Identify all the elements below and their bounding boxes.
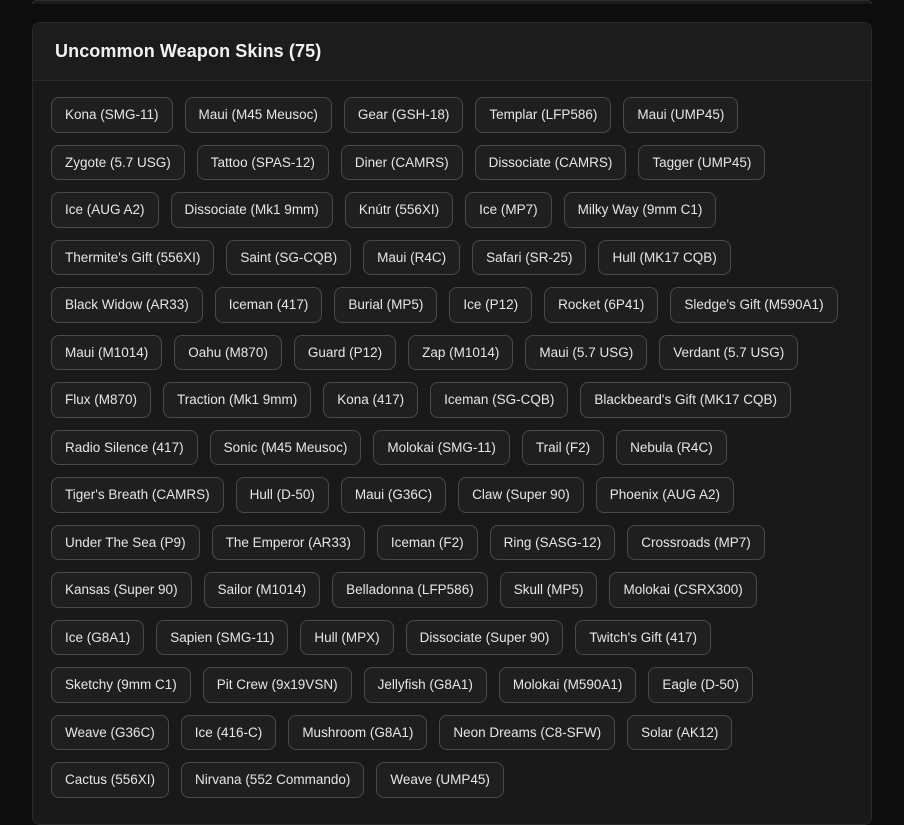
weapon-skin-chip[interactable]: Radio Silence (417) [51,430,198,466]
weapon-skin-chip[interactable]: Blackbeard's Gift (MK17 CQB) [580,382,791,418]
weapon-skin-chip[interactable]: Weave (G36C) [51,715,169,751]
weapon-skin-chip[interactable]: Twitch's Gift (417) [575,620,711,656]
weapon-skin-chip[interactable]: Ice (416-C) [181,715,277,751]
weapon-skin-chip[interactable]: Kona (SMG-11) [51,97,173,133]
weapon-skin-chip[interactable]: Black Widow (AR33) [51,287,203,323]
weapon-skin-chip[interactable]: Maui (G36C) [341,477,446,513]
weapon-skin-chip[interactable]: Nirvana (552 Commando) [181,762,364,798]
weapon-skin-chip[interactable]: Hull (D-50) [236,477,329,513]
weapon-skin-chip[interactable]: Pit Crew (9x19VSN) [203,667,352,703]
weapon-skin-chip[interactable]: Crossroads (MP7) [627,525,765,561]
weapon-skin-chip[interactable]: Burial (MP5) [334,287,437,323]
weapon-skin-chip[interactable]: Zap (M1014) [408,335,513,371]
weapon-skin-chip[interactable]: Sledge's Gift (M590A1) [670,287,837,323]
weapon-skin-chip[interactable]: Diner (CAMRS) [341,145,463,181]
weapon-skin-chip[interactable]: Eagle (D-50) [648,667,753,703]
weapon-skin-list [51,97,853,798]
weapon-skin-chip[interactable]: Sailor (M1014) [204,572,321,608]
weapon-skin-chip[interactable]: Skull (MP5) [500,572,598,608]
weapon-skin-chip[interactable]: Flux (M870) [51,382,151,418]
weapon-skin-chip[interactable]: Iceman (417) [215,287,323,323]
weapon-skin-chip[interactable]: Ice (P12) [449,287,532,323]
card-header [33,23,871,81]
weapon-skin-chip[interactable]: Templar (LFP586) [475,97,611,133]
weapon-skin-chip[interactable]: Zygote (5.7 USG) [51,145,185,181]
weapon-skin-chip[interactable]: Dissociate (Super 90) [406,620,564,656]
weapon-skin-chip[interactable]: Jellyfish (G8A1) [364,667,487,703]
weapon-skin-chip[interactable]: Neon Dreams (C8-SFW) [439,715,615,751]
weapon-skin-chip[interactable]: Iceman (SG-CQB) [430,382,568,418]
section-spacer [0,4,904,22]
weapon-skin-chip[interactable]: Kansas (Super 90) [51,572,192,608]
weapon-skin-chip[interactable]: Kona (417) [323,382,418,418]
weapon-skin-chip[interactable]: Nebula (R4C) [616,430,727,466]
weapon-skin-chip[interactable]: Gear (GSH-18) [344,97,464,133]
weapon-skin-chip[interactable]: Dissociate (CAMRS) [475,145,627,181]
weapon-skin-chip[interactable]: Oahu (M870) [174,335,282,371]
weapon-skin-chip[interactable]: Sonic (M45 Meusoc) [210,430,362,466]
weapon-skin-chip[interactable]: Hull (MK17 CQB) [598,240,730,276]
weapon-skin-chip[interactable]: Molokai (CSRX300) [609,572,756,608]
weapon-skin-chip[interactable]: Guard (P12) [294,335,396,371]
weapon-skin-chip[interactable]: Maui (M1014) [51,335,162,371]
weapon-skin-chip[interactable]: Under The Sea (P9) [51,525,200,561]
weapon-skin-chip[interactable]: Rocket (6P41) [544,287,658,323]
weapon-skin-chip[interactable]: Knútr (556XI) [345,192,453,228]
weapon-skin-chip[interactable]: Belladonna (LFP586) [332,572,488,608]
weapon-skin-chip[interactable]: Solar (AK12) [627,715,732,751]
page-title: Uncommon Weapon Skins (75) [55,41,322,61]
weapon-skin-chip[interactable]: Sketchy (9mm C1) [51,667,191,703]
weapon-skin-chip[interactable]: Safari (SR-25) [472,240,586,276]
weapon-skin-chip[interactable]: Ice (G8A1) [51,620,144,656]
weapon-skin-chip[interactable]: Phoenix (AUG A2) [596,477,734,513]
weapon-skin-chip[interactable]: Verdant (5.7 USG) [659,335,798,371]
weapon-skin-chip[interactable]: Cactus (556XI) [51,762,169,798]
weapon-skin-chip[interactable]: Molokai (M590A1) [499,667,637,703]
weapon-skin-chip[interactable]: Tagger (UMP45) [638,145,765,181]
card-body [33,81,871,824]
weapon-skin-chip[interactable]: Ring (SASG-12) [490,525,616,561]
weapon-skin-chip[interactable]: Saint (SG-CQB) [226,240,351,276]
weapon-skin-chip[interactable]: Trail (F2) [522,430,604,466]
weapon-skin-chip[interactable]: Maui (UMP45) [623,97,738,133]
weapon-skin-chip[interactable]: Weave (UMP45) [376,762,504,798]
weapon-skin-chip[interactable]: Thermite's Gift (556XI) [51,240,214,276]
weapon-skin-chip[interactable]: Hull (MPX) [300,620,393,656]
weapon-skin-chip[interactable]: Maui (R4C) [363,240,460,276]
weapon-skin-chip[interactable]: Mushroom (G8A1) [288,715,427,751]
uncommon-weapon-skins-card [32,22,872,825]
weapon-skin-chip[interactable]: Tiger's Breath (CAMRS) [51,477,224,513]
weapon-skin-chip[interactable]: Ice (MP7) [465,192,552,228]
weapon-skin-chip[interactable]: Dissociate (Mk1 9mm) [171,192,333,228]
weapon-skin-chip[interactable]: Maui (M45 Meusoc) [185,97,332,133]
weapon-skin-chip[interactable]: Maui (5.7 USG) [525,335,647,371]
weapon-skin-chip[interactable]: Molokai (SMG-11) [373,430,510,466]
weapon-skin-chip[interactable]: Tattoo (SPAS-12) [197,145,329,181]
weapon-skin-chip[interactable]: The Emperor (AR33) [212,525,365,561]
weapon-skin-chip[interactable]: Claw (Super 90) [458,477,584,513]
weapon-skin-chip[interactable]: Traction (Mk1 9mm) [163,382,311,418]
weapon-skin-chip[interactable]: Ice (AUG A2) [51,192,159,228]
weapon-skin-chip[interactable]: Milky Way (9mm C1) [564,192,717,228]
weapon-skin-chip[interactable]: Iceman (F2) [377,525,478,561]
weapon-skin-chip[interactable]: Sapien (SMG-11) [156,620,288,656]
